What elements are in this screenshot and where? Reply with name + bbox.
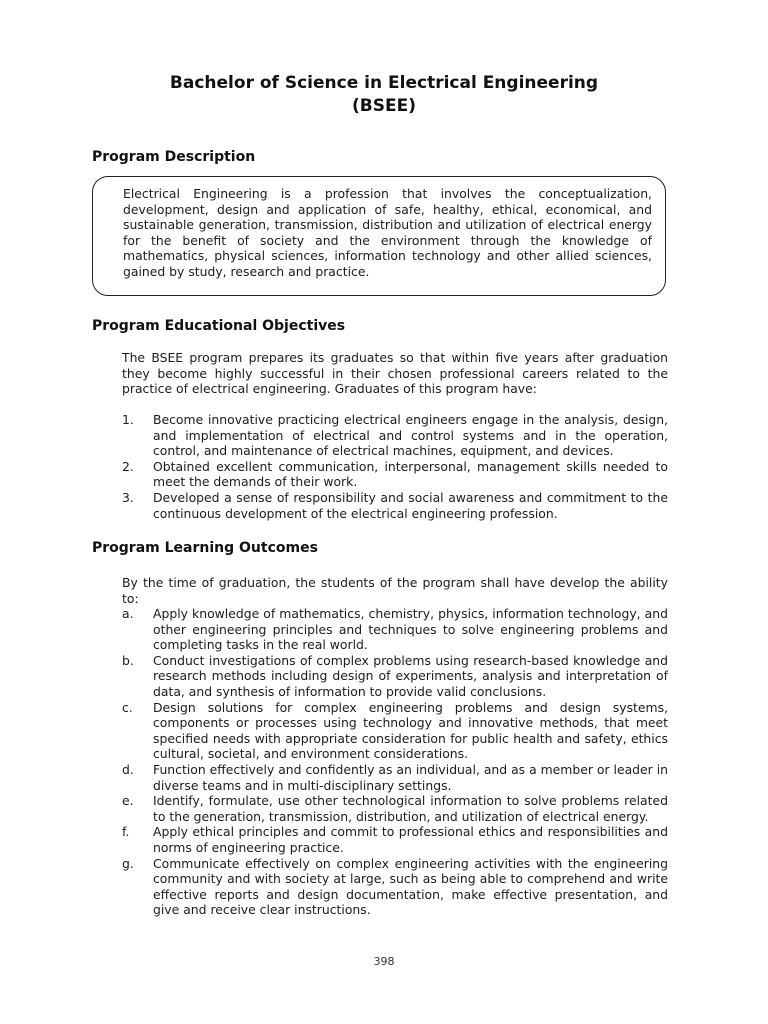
list-item-text: Conduct investigations of complex problems using research-based knowledge and research methods including design of experiments, analysis and interpretation of data, and synthesis of information to provide valid conclusions. bbox=[153, 652, 668, 699]
list-marker: d. bbox=[122, 761, 134, 777]
educational-objectives-list bbox=[122, 412, 668, 521]
educational-objectives-intro-block bbox=[122, 350, 668, 397]
title-line-1: Bachelor of Science in Electrical Engineering bbox=[169, 73, 599, 93]
list-marker: 1. bbox=[122, 412, 134, 427]
title-line-2: (BSEE) bbox=[352, 96, 416, 116]
list-item-text: Design solutions for complex engineering problems and design systems, components or processes using technology and innovative methods, that meet specified needs with appropriate consideration for public health and safety, ethics cultural, societal, and environment considerations. bbox=[153, 699, 668, 762]
list-item-text: Identify, formulate, use other technological information to solve problems related to the generation, transmission, distribution, and utilization of electrical energy. bbox=[153, 793, 668, 824]
list-marker: f. bbox=[122, 824, 130, 840]
learning-outcomes-list bbox=[122, 606, 668, 918]
list-item bbox=[122, 606, 668, 653]
list-item bbox=[122, 412, 668, 459]
list-item bbox=[122, 700, 668, 762]
list-item-text: Function effectively and confidently as an individual, and as a member or leader in diverse teams and in multi-disciplinary settings. bbox=[153, 761, 668, 793]
list-item bbox=[122, 490, 668, 521]
list-item-text: Apply ethical principles and commit to professional ethics and responsibilities and norms of engineering practice. bbox=[153, 824, 668, 855]
list-marker: e. bbox=[122, 793, 134, 809]
program-description-box bbox=[92, 176, 666, 296]
learning-outcomes-heading: Program Learning Outcomes bbox=[92, 540, 318, 556]
list-marker: 3. bbox=[122, 489, 134, 505]
list-item bbox=[122, 793, 668, 824]
learning-outcomes-intro: By the time of graduation, the students of the program shall have develop the ability to: bbox=[122, 575, 668, 606]
list-item bbox=[122, 459, 668, 490]
list-marker: g. bbox=[122, 855, 134, 871]
list-item bbox=[122, 856, 668, 918]
list-item bbox=[122, 824, 668, 855]
list-item-text: Become innovative practicing electrical engineers engage in the analysis, design, and implementation of electrical and control systems and in the operation, control, and maintenance of electrical machines, equipment, and devices. bbox=[153, 412, 668, 459]
page-title bbox=[0, 72, 768, 118]
program-description-heading: Program Description bbox=[92, 149, 256, 165]
list-item bbox=[122, 653, 668, 700]
educational-objectives-heading: Program Educational Objectives bbox=[92, 318, 346, 334]
list-marker: b. bbox=[122, 652, 134, 668]
educational-objectives-intro: The BSEE program prepares its graduates so that within five years after graduation they become highly successful in their chosen professional careers related to the practice of electrical engineering. Graduates of this program have: bbox=[122, 350, 668, 397]
list-item-text: Developed a sense of responsibility and social awareness and commitment to the continuous development of the electrical engineering profession. bbox=[153, 489, 668, 521]
list-marker: c. bbox=[122, 699, 133, 715]
page-number: 398 bbox=[373, 955, 395, 968]
list-item-text: Communicate effectively on complex engineering activities with the engineering community and with society at large, such as being able to comprehend and write effective reports and design documentation, make effective presentation, and give and receive clear instructions. bbox=[153, 855, 668, 918]
list-item-text: Apply knowledge of mathematics, chemistry, physics, information technology, and other engineering principles and techniques to solve engineering problems and completing tasks in the real world. bbox=[153, 606, 668, 653]
learning-outcomes-intro-block bbox=[122, 575, 668, 606]
list-item-text: Obtained excellent communication, interpersonal, management skills needed to meet the demands of their work. bbox=[153, 458, 668, 490]
program-description-text: Electrical Engineering is a profession that involves the conceptualization, development, design and application of safe, healthy, ethical, economical, and sustainable generation, transmission, distribution and utilization of electrical energy for the benefit of society and the environment through the knowledge of mathematics, physical sciences, information technology and other allied sciences, gained by study, research and practice. bbox=[123, 186, 652, 279]
list-item bbox=[122, 762, 668, 793]
list-marker: a. bbox=[122, 606, 134, 621]
list-marker: 2. bbox=[122, 458, 134, 474]
